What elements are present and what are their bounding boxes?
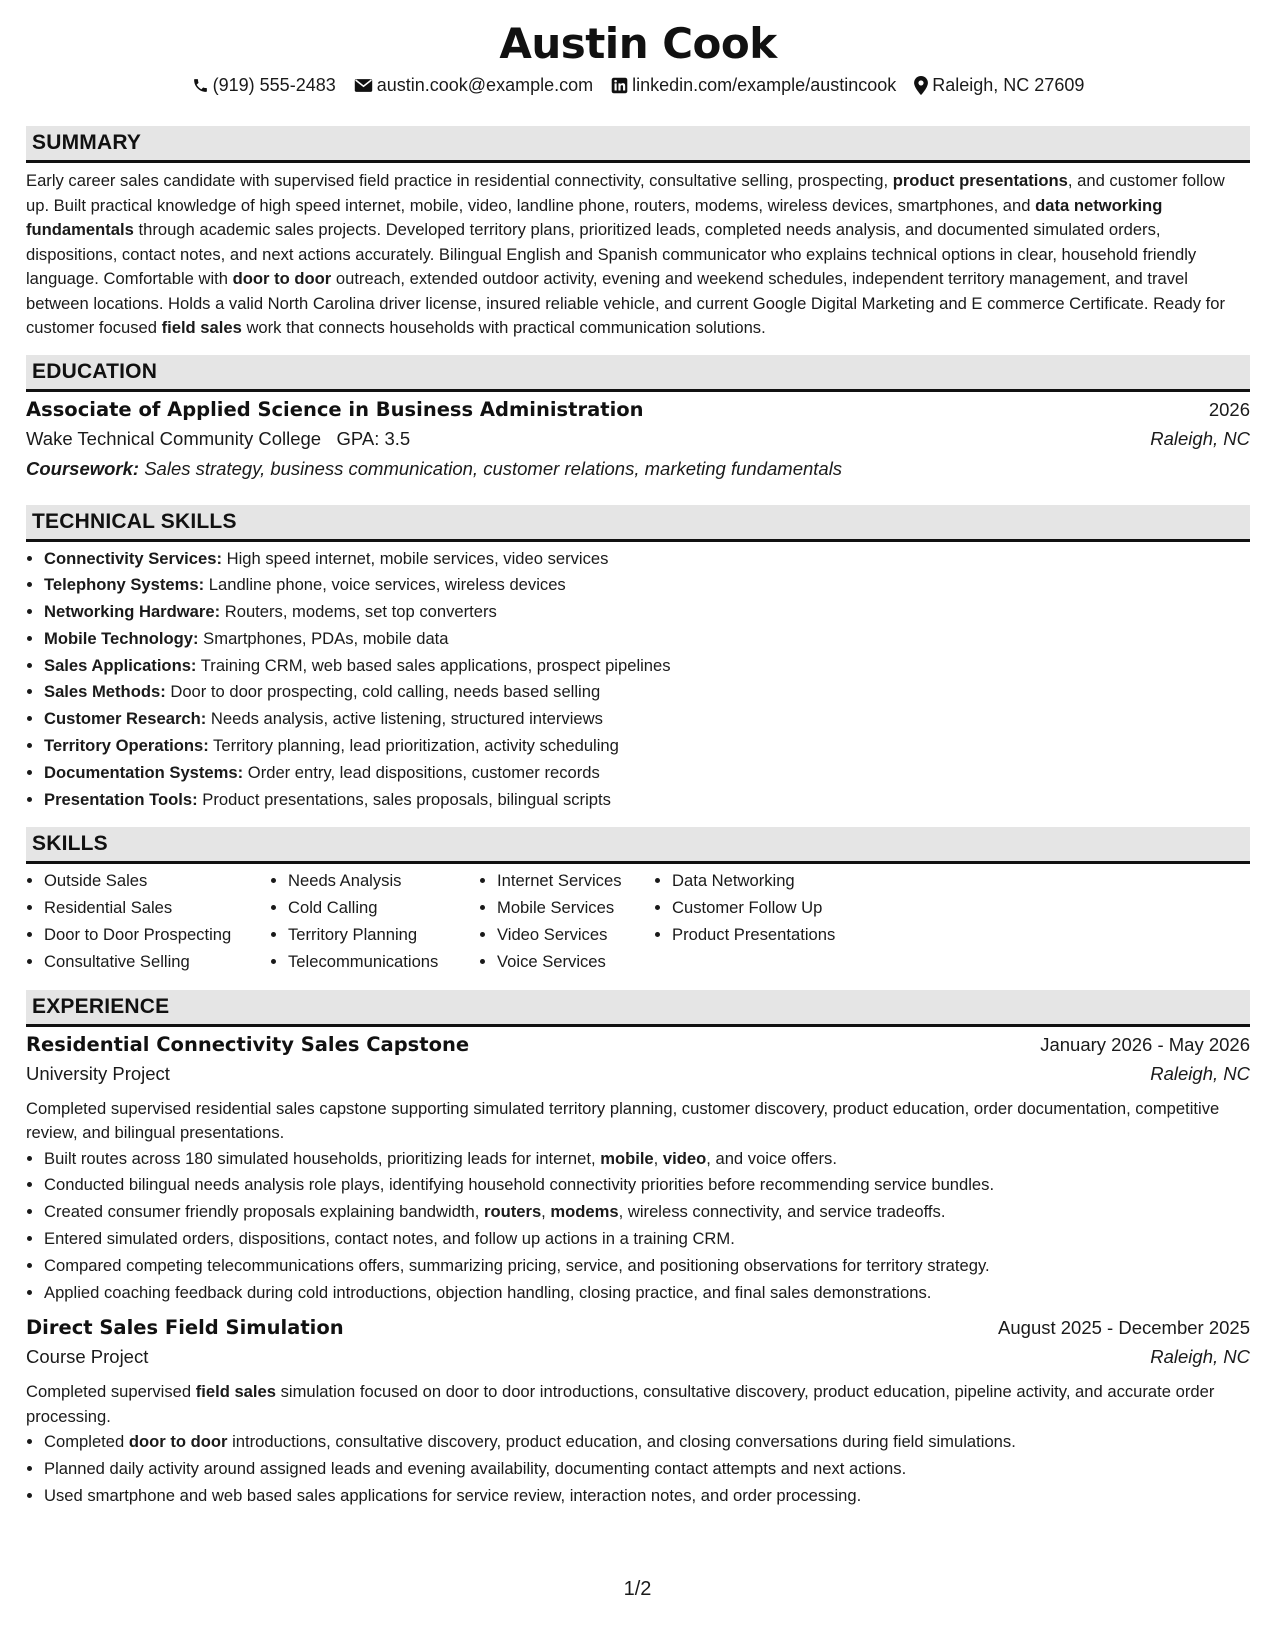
- job-bullet: [44, 1226, 1250, 1253]
- skill-category-label: Networking Hardware:: [44, 602, 221, 622]
- skill-category-value: Routers, modems, set top converters: [220, 602, 497, 622]
- contact-location: [914, 75, 1084, 96]
- experience-list: [26, 1033, 1250, 1510]
- skill-category-value: Training CRM, web based sales applications, prospect pipelines: [196, 655, 671, 675]
- section-header-experience: [26, 990, 1250, 1027]
- skills-grid: [26, 868, 1250, 975]
- section-title: SKILLS: [32, 832, 108, 856]
- resume-page: [26, 18, 1250, 1510]
- text-run: Used smartphone and web based sales applications for service review, interaction notes, and order processing.: [44, 1486, 862, 1506]
- technical-skill-item: [44, 546, 1250, 573]
- linkedin-icon: [611, 77, 628, 94]
- text-run: Built routes across 180 simulated households, prioritizing leads for internet,: [44, 1148, 601, 1168]
- skill-category-value: Landline phone, voice services, wireless devices: [204, 575, 566, 595]
- section-header-technical-skills: [26, 505, 1250, 542]
- job-organization: Course Project: [26, 1346, 149, 1368]
- job-title: Residential Connectivity Sales Capstone: [26, 1032, 470, 1056]
- contact-phone[interactable]: [192, 75, 336, 96]
- envelope-icon: [354, 78, 373, 93]
- experience-entry: [26, 1033, 1250, 1307]
- skill-category-label: Sales Applications:: [44, 655, 197, 675]
- job-organization: University Project: [26, 1062, 170, 1084]
- section-title: SUMMARY: [32, 131, 142, 154]
- gpa: GPA: 3.5: [336, 427, 411, 449]
- page-number: 1/2: [623, 1578, 652, 1600]
- job-bullets: [26, 1429, 1250, 1509]
- education-section: [26, 355, 1250, 488]
- technical-skills-section: [26, 505, 1250, 814]
- skills-section: [26, 827, 1250, 975]
- technical-skill-item: [44, 679, 1250, 706]
- text-run: Completed supervised: [26, 1382, 196, 1402]
- skill-item: • Territory Planning: [288, 922, 479, 949]
- skill-category-label: Mobile Technology:: [44, 628, 199, 648]
- skill-category-value: Smartphones, PDAs, mobile data: [198, 628, 449, 648]
- text-run: through academic sales projects. Developed territory plans, prioritized leads, completed needs analysis, and documented simulated orders, dispositions, contact notes, and next actions accurately. Bilingual English and Spanish communicator who explains technical options in clear, household friendly language. Comfortable with: [26, 220, 1197, 288]
- skill-item: • Cold Calling: [288, 895, 479, 922]
- text-run: work that connects households with practical communication solutions.: [241, 318, 766, 337]
- job-bullet: [44, 1199, 1250, 1226]
- experience-section: [26, 990, 1250, 1510]
- text-run: Entered simulated orders, dispositions, contact notes, and follow up actions in a training CRM.: [44, 1229, 735, 1249]
- section-title: TECHNICAL SKILLS: [32, 509, 237, 533]
- text-run: outreach, extended outdoor activity, evening and weekend schedules, independent territory management, and travel between locations. Holds a valid North Carolina driver license, insured reliable vehicle, and current Google Digital Marketing and E commerce Certificate. Ready for customer focused: [26, 269, 1226, 337]
- skill-category-label: Telephony Systems:: [44, 575, 205, 595]
- skill-category-value: Door to door prospecting, cold calling, needs based selling: [165, 682, 601, 702]
- text-run: , wireless connectivity, and service tradeoffs.: [618, 1202, 946, 1222]
- bold-phrase: data networking fundamentals: [26, 195, 1163, 239]
- text-run: ,: [541, 1202, 551, 1222]
- technical-skills-list: [26, 546, 1250, 814]
- skills-column: [270, 868, 479, 975]
- degree-title: Associate of Applied Science in Business Administration: [26, 397, 644, 421]
- job-bullet: [44, 1483, 1250, 1510]
- text-run: introductions, consultative discovery, product education, and closing conversations during field simulations.: [227, 1432, 1016, 1452]
- job-bullet: [44, 1429, 1250, 1456]
- text-run: Conducted bilingual needs analysis role plays, identifying household connectivity priorities before recommending service bundles.: [44, 1175, 995, 1195]
- bold-phrase: mobile: [600, 1148, 654, 1168]
- job-bullet: [44, 1280, 1250, 1307]
- phone-icon: [192, 77, 209, 94]
- bold-phrase: modems: [550, 1202, 619, 1222]
- skills-column: [479, 868, 654, 975]
- skill-category-label: Connectivity Services:: [44, 548, 222, 568]
- technical-skill-item: [44, 706, 1250, 733]
- text-run: Completed supervised residential sales capstone supporting simulated territory planning, customer discovery, product education, order documentation, competitive review, and bilingual presentations.: [26, 1098, 1220, 1143]
- bold-phrase: routers: [484, 1202, 542, 1222]
- technical-skill-item: [44, 733, 1250, 760]
- skills-column: [654, 868, 854, 975]
- text-run: Early career sales candidate with supervised field practice in residential connectivity, consultative selling, prospecting,: [26, 171, 893, 190]
- bold-phrase: door to door: [232, 269, 332, 288]
- job-summary: [26, 1097, 1250, 1146]
- section-title: EXPERIENCE: [32, 994, 170, 1018]
- skill-category-label: Documentation Systems:: [44, 762, 244, 782]
- skill-category-value: Territory planning, lead prioritization, activity scheduling: [208, 736, 619, 756]
- technical-skill-item: [44, 653, 1250, 680]
- job-location: Raleigh, NC: [1150, 1346, 1250, 1368]
- section-header-summary: [26, 126, 1250, 163]
- skill-item: • Data Networking: [672, 868, 854, 895]
- job-bullets: [26, 1146, 1250, 1307]
- job-bullet: [44, 1253, 1250, 1280]
- skill-item: • Telecommunications: [288, 949, 479, 976]
- skill-item: • Residential Sales: [44, 895, 270, 922]
- skill-category-label: Customer Research:: [44, 709, 207, 729]
- school-location: Raleigh, NC: [1150, 427, 1250, 449]
- contact-linkedin[interactable]: [611, 75, 896, 96]
- contact-email[interactable]: [354, 75, 593, 96]
- skill-item: • Needs Analysis: [288, 868, 479, 895]
- summary-section: [26, 126, 1250, 341]
- skill-item: • Internet Services: [497, 868, 654, 895]
- skill-category-label: Sales Methods:: [44, 682, 166, 702]
- bold-phrase: field sales: [195, 1382, 276, 1402]
- skill-item: • Product Presentations: [672, 922, 854, 949]
- skill-item: • Outside Sales: [44, 868, 270, 895]
- skill-category-value: Order entry, lead dispositions, customer records: [243, 762, 600, 782]
- skill-category-value: Product presentations, sales proposals, bilingual scripts: [197, 789, 611, 809]
- bold-phrase: product presentations: [892, 171, 1068, 190]
- candidate-name: Austin Cook: [499, 19, 777, 68]
- skill-category-label: Territory Operations:: [44, 736, 209, 756]
- bold-phrase: door to door: [128, 1432, 228, 1452]
- education-entry: [26, 398, 1250, 488]
- coursework-line: [26, 458, 1250, 488]
- job-summary: [26, 1380, 1250, 1429]
- text-run: Applied coaching feedback during cold introductions, objection handling, closing practice, and final sales demonstrations.: [44, 1282, 932, 1302]
- section-header-education: [26, 355, 1250, 392]
- job-bullet: [44, 1172, 1250, 1199]
- bold-phrase: video: [662, 1148, 707, 1168]
- experience-entry: [26, 1316, 1250, 1509]
- job-dates: January 2026 - May 2026: [1040, 1033, 1250, 1055]
- text-run: Completed: [44, 1432, 129, 1452]
- contact-bar: [26, 72, 1250, 98]
- summary-text: [26, 169, 1250, 341]
- graduation-year: 2026: [1208, 398, 1250, 420]
- email-text: austin.cook@example.com: [376, 74, 594, 95]
- school-line: [26, 428, 410, 450]
- location-text: Raleigh, NC 27609: [932, 74, 1085, 95]
- phone-text: (919) 555-2483: [212, 74, 336, 95]
- technical-skill-item: [44, 787, 1250, 814]
- section-title: EDUCATION: [32, 359, 158, 383]
- linkedin-text: linkedin.com/example/austincook: [632, 74, 897, 95]
- technical-skill-item: [44, 599, 1250, 626]
- text-run: , and customer follow up. Built practical knowledge of high speed internet, mobile, video, landline phone, routers, modems, wireless devices, smartphones, and: [26, 171, 1225, 215]
- job-bullet: [44, 1146, 1250, 1173]
- text-run: Compared competing telecommunications offers, summarizing pricing, service, and positioning observations for territory strategy.: [44, 1255, 990, 1275]
- text-run: , and voice offers.: [706, 1148, 837, 1168]
- skill-item: • Consultative Selling: [44, 949, 270, 976]
- text-run: simulation focused on door to door introductions, consultative discovery, product education, pipeline activity, and accurate order processing.: [26, 1382, 1215, 1426]
- text-run: Created consumer friendly proposals explaining bandwidth,: [44, 1202, 484, 1222]
- technical-skill-item: [44, 760, 1250, 787]
- skill-item: • Video Services: [497, 922, 654, 949]
- section-header-skills: [26, 827, 1250, 864]
- job-title: Direct Sales Field Simulation: [26, 1316, 344, 1340]
- skill-category-label: Presentation Tools:: [44, 789, 198, 809]
- text-run: ,: [653, 1148, 663, 1168]
- skill-item: • Customer Follow Up: [672, 895, 854, 922]
- job-dates: August 2025 - December 2025: [998, 1317, 1250, 1339]
- skills-column: [26, 868, 270, 975]
- skill-category-value: High speed internet, mobile services, video services: [222, 548, 609, 568]
- skill-item: • Mobile Services: [497, 895, 654, 922]
- job-bullet: [44, 1456, 1250, 1483]
- skill-item: • Door to Door Prospecting: [44, 922, 270, 949]
- school-name: Wake Technical Community College: [26, 427, 322, 449]
- job-location: Raleigh, NC: [1150, 1062, 1250, 1084]
- skill-item: • Voice Services: [497, 949, 654, 976]
- technical-skill-item: [44, 626, 1250, 653]
- map-pin-icon: [914, 76, 928, 95]
- coursework-text: Sales strategy, business communication, customer relations, marketing fundamentals: [139, 457, 843, 479]
- technical-skill-item: [44, 572, 1250, 599]
- coursework-label: Coursework:: [26, 457, 140, 479]
- text-run: Planned daily activity around assigned leads and evening availability, documenting contact attempts and next actions.: [44, 1459, 907, 1479]
- bold-phrase: field sales: [161, 318, 242, 337]
- skill-category-value: Needs analysis, active listening, structured interviews: [206, 709, 603, 729]
